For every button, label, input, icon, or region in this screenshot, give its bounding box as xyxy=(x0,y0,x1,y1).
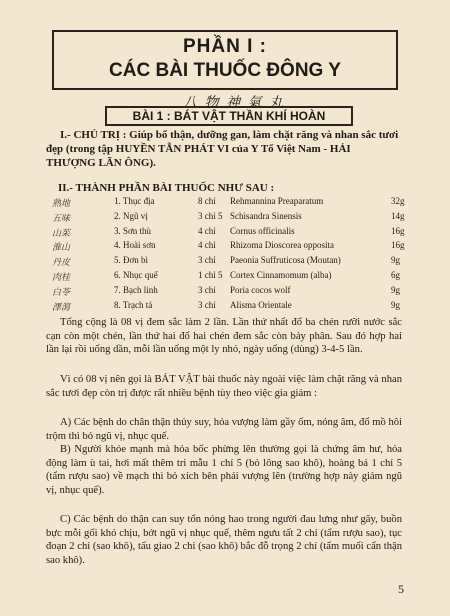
herb-row xyxy=(52,196,408,211)
section-ingredients-title: II.- THÀNH PHẦN BÀI THUỐC NHƯ SAU : xyxy=(58,182,275,194)
herb-latin: Alisma Orientale xyxy=(230,299,292,310)
herb-row xyxy=(52,300,408,315)
section-indications: I.- CHỦ TRỊ : Giúp bổ thận, dưỡng gan, làm chặt răng và nhan sắc tươi đẹp (trong tập HUYỀN TẪN PHÁT VI của Y Tổ Việt Nam - HẢI THƯỢNG LÃN ÔNG). xyxy=(46,129,399,169)
paragraph-preparation: Tổng cộng là 08 vị đem sắc làm 2 lần. Lần thứ nhất đổ ba chén rưỡi nước sắc cạn còn một chén, lần thứ hai đổ hai chén đem sắc còn bảy phân. Sau đó hợp hai lần lại rồi uống dần, mỗi lần uống một ly nhỏ, ngày uống (dùng) 3-4-5 lần. xyxy=(46,317,402,356)
herb-latin: Cortex Cinnamomum (alba) xyxy=(230,269,332,280)
herb-amount: 8 chỉ xyxy=(198,196,216,206)
part-title-box xyxy=(52,30,398,90)
herb-amount: 3 chỉ xyxy=(198,299,216,310)
herb-row xyxy=(52,255,408,270)
herb-han-label: 白苓 xyxy=(52,286,71,297)
herb-han-label: 丹皮 xyxy=(52,257,71,268)
herb-han-label: 淮山 xyxy=(52,242,71,253)
paragraph-name-origin: Vì có 08 vị nên gọi là BÁT VẬT bài thuốc này ngoài việc làm chặt răng và nhan sắc tươi đẹp còn trị được rất nhiều bệnh tùy theo việc gia giảm : xyxy=(46,374,402,399)
herb-name: 7. Bạch linh xyxy=(114,284,158,295)
paragraph-case-b: B) Người khỏe mạnh mà hỏa bốc phừng lên thường gọi là chứng âm hư, hỏa động làm ù tai, hơi mất thêm tri mẫu 1 chỉ 5 (bỏ lông sao khô), hoàng bá 1 chỉ 5 (tẩm rượu sao) về mạch thì bỏ xích bên phải vượng lên (trường hợp này giảm ngũ vị, nhục quế). xyxy=(46,444,402,496)
herb-weight: 32g xyxy=(391,196,405,206)
herb-latin: Rhizoma Dioscorea opposita xyxy=(230,240,334,251)
herb-weight: 6g xyxy=(391,269,400,280)
herb-name: 6. Nhục quế xyxy=(114,269,158,280)
herb-table xyxy=(52,196,408,314)
herb-han-label: 熟地 xyxy=(52,198,71,208)
herb-amount: 1 chỉ 5 xyxy=(198,269,223,280)
page-number: 5 xyxy=(398,582,404,596)
herb-row xyxy=(52,285,408,300)
herb-amount: 3 chỉ xyxy=(198,284,216,295)
herb-name: 2. Ngũ vị xyxy=(114,210,148,221)
part-subtitle: CÁC BÀI THUỐC ĐÔNG Y xyxy=(109,60,341,81)
part-title: PHẦN I : xyxy=(183,36,267,57)
lesson-title: BÀI 1 : BÁT VẬT THẦN KHÍ HOÀN xyxy=(105,106,353,126)
herb-name: 8. Trạch tả xyxy=(114,299,153,310)
herb-weight: 9g xyxy=(391,255,400,266)
herb-amount: 4 chỉ xyxy=(198,240,216,251)
han-title: 八 物 神 氣 丸 xyxy=(183,96,285,111)
herb-amount: 3 chỉ xyxy=(198,255,216,266)
herb-row xyxy=(52,211,408,226)
herb-row xyxy=(52,270,408,285)
herb-name: 5. Đơn bì xyxy=(114,255,149,266)
herb-name: 1. Thục địa xyxy=(114,196,155,206)
herb-latin: Cornus officinalis xyxy=(230,225,295,236)
herb-latin: Rehmannina Preaparatum xyxy=(230,196,324,206)
herb-weight: 9g xyxy=(391,284,400,295)
herb-weight: 16g xyxy=(391,240,405,251)
herb-han-label: 山茱 xyxy=(52,227,71,238)
herb-weight: 16g xyxy=(391,225,405,236)
herb-latin: Schisandra Sinensis xyxy=(230,210,302,221)
herb-row xyxy=(52,240,408,255)
paragraph-case-a: A) Các bệnh do chân thận thủy suy, hỏa vượng làm gầy ốm, nóng âm, đổ mồ hôi trộm thì bỏ ngũ vị, nhục quế. xyxy=(46,417,402,442)
herb-weight: 9g xyxy=(391,299,400,310)
herb-han-label: 澤瀉 xyxy=(52,301,71,312)
herb-amount: 4 chỉ xyxy=(198,225,216,236)
herb-latin: Paeonia Suffruticosa (Moutan) xyxy=(230,255,341,266)
herb-name: 3. Sơn thù xyxy=(114,225,152,236)
herb-row xyxy=(52,226,408,241)
herb-amount: 3 chỉ 5 xyxy=(198,210,223,221)
herb-latin: Poria cocos wolf xyxy=(230,284,291,295)
herb-han-label: 五味 xyxy=(52,212,71,223)
paragraph-case-c: C) Các bệnh do thận can suy tổn nóng hao trong người đau lưng như gãy, buồn bực mỗi gối khó chịu, bớt ngũ vị nhục quế, thêm ngưu tất 2 chỉ (tẩm rượu sao), tục đoạn 2 chỉ (sao khô), tấu giao 2 chỉ (sao khô) bắc đỗ trọng 2 chỉ (tẩm muối cẩn thận sao khô). xyxy=(46,514,402,566)
herb-weight: 14g xyxy=(391,210,405,221)
herb-han-label: 肉桂 xyxy=(52,271,71,282)
herb-name: 4. Hoài sơn xyxy=(114,240,156,251)
